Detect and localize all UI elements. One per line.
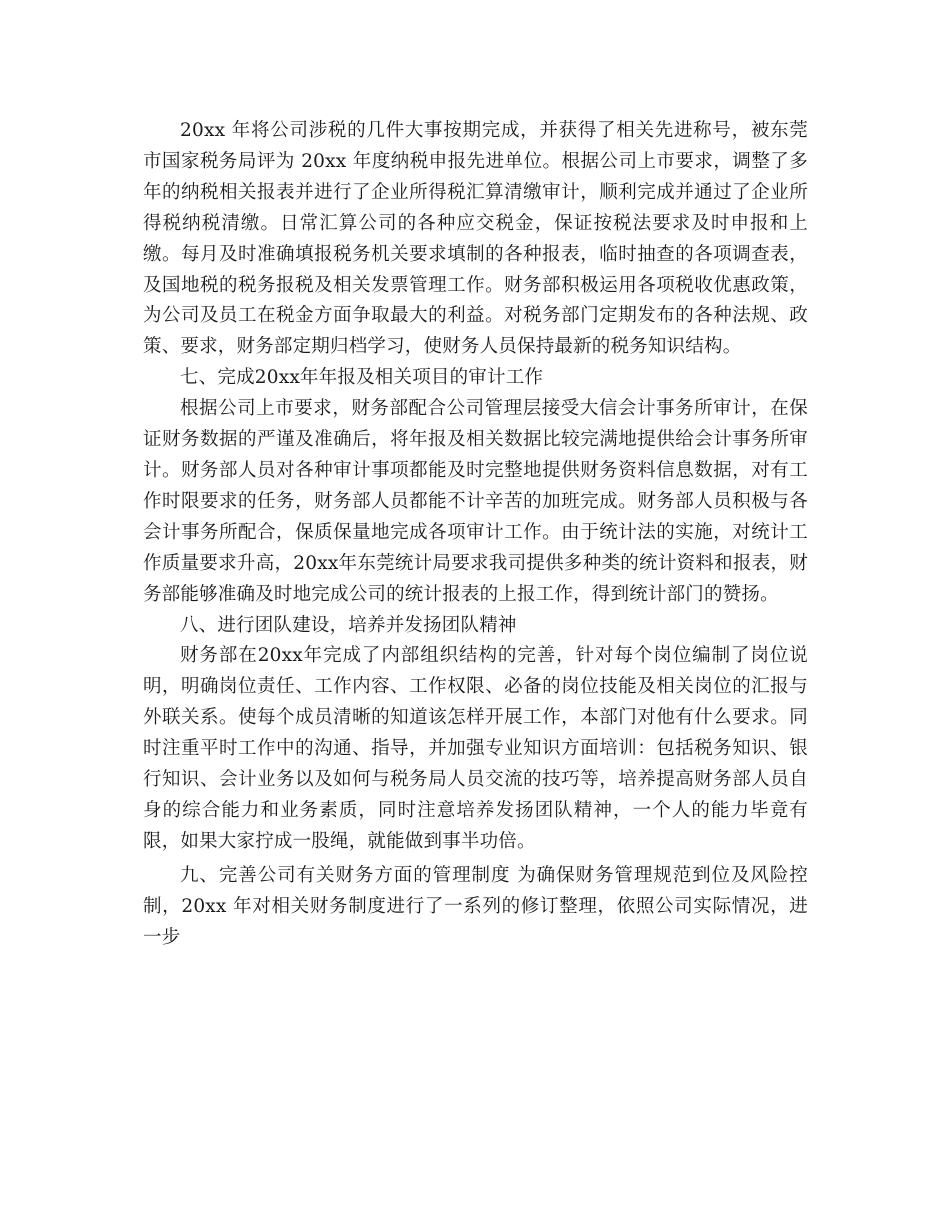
paragraph-audit: 根据公司上市要求，财务部配合公司管理层接受大信会计事务所审计，在保证财务数据的严谨及准确后，将年报及相关数据比较完满地提供给会计事务所审计。财务部人员对各种审计事项都能及时完整地提供财务资料信息数据，对有工作时限要求的任务，财务部人员都能不计辛苦的加班完成。财务部人员积极与各会计事务所配合，保质保量地完成各项审计工作。由于统计法的实施，对统计工作质量要求升高，20xx年东莞统计局要求我司提供多种类的统计资料和报表，财务部能够准确及时地完成公司的统计报表的上报工作，得到统计部门的赞扬。 xyxy=(143,398,808,605)
document-body xyxy=(143,116,808,953)
section-heading-audit: 七、完成20xx年年报及相关项目的审计工作 xyxy=(180,367,544,389)
paragraph-management-system: 九、完善公司有关财务方面的管理制度 为确保财务管理规范到位及风险控制，20xx 年对相关财务制度进行了一系列的修订整理，依照公司实际情况，进一步 xyxy=(143,864,808,948)
paragraph-team: 财务部在20xx年完成了内部组织结构的完善，针对每个岗位编制了岗位说明，明确岗位责任、工作内容、工作权限、必备的岗位技能及相关岗位的汇报与外联关系。使每个成员清晰的知道该怎样开展工作，本部门对他有什么要求。同时注重平时工作中的沟通、指导，并加强专业知识方面培训：包括税务知识、银行知识、会计业务以及如何与税务局人员交流的技巧等，培养提高财务部人员自身的综合能力和业务素质，同时注意培养发扬团队精神，一个人的能力毕竟有限，如果大家拧成一股绳，就能做到事半功倍。 xyxy=(143,645,808,852)
section-heading-team: 八、进行团队建设，培养并发扬团队精神 xyxy=(180,614,517,636)
paragraph-tax-affairs: 20xx 年将公司涉税的几件大事按期完成，并获得了相关先进称号，被东莞市国家税务局评为 20xx 年度纳税申报先进单位。根据公司上市要求，调整了多年的纳税相关报表并进行了企业所得税汇算清缴审计，顺利完成并通过了企业所得税纳税清缴。日常汇算公司的各种应交税金，保证按税法要求及时申报和上缴。每月及时准确填报税务机关要求填制的各种报表，临时抽查的各项调查表，及国地税的税务报税及相关发票管理工作。财务部积极运用各项税收优惠政策，为公司及员工在税金方面争取最大的利益。对税务部门定期发布的各种法规、政策、要求，财务部定期归档学习，使财务人员保持最新的税务知识结构。 xyxy=(143,120,808,358)
